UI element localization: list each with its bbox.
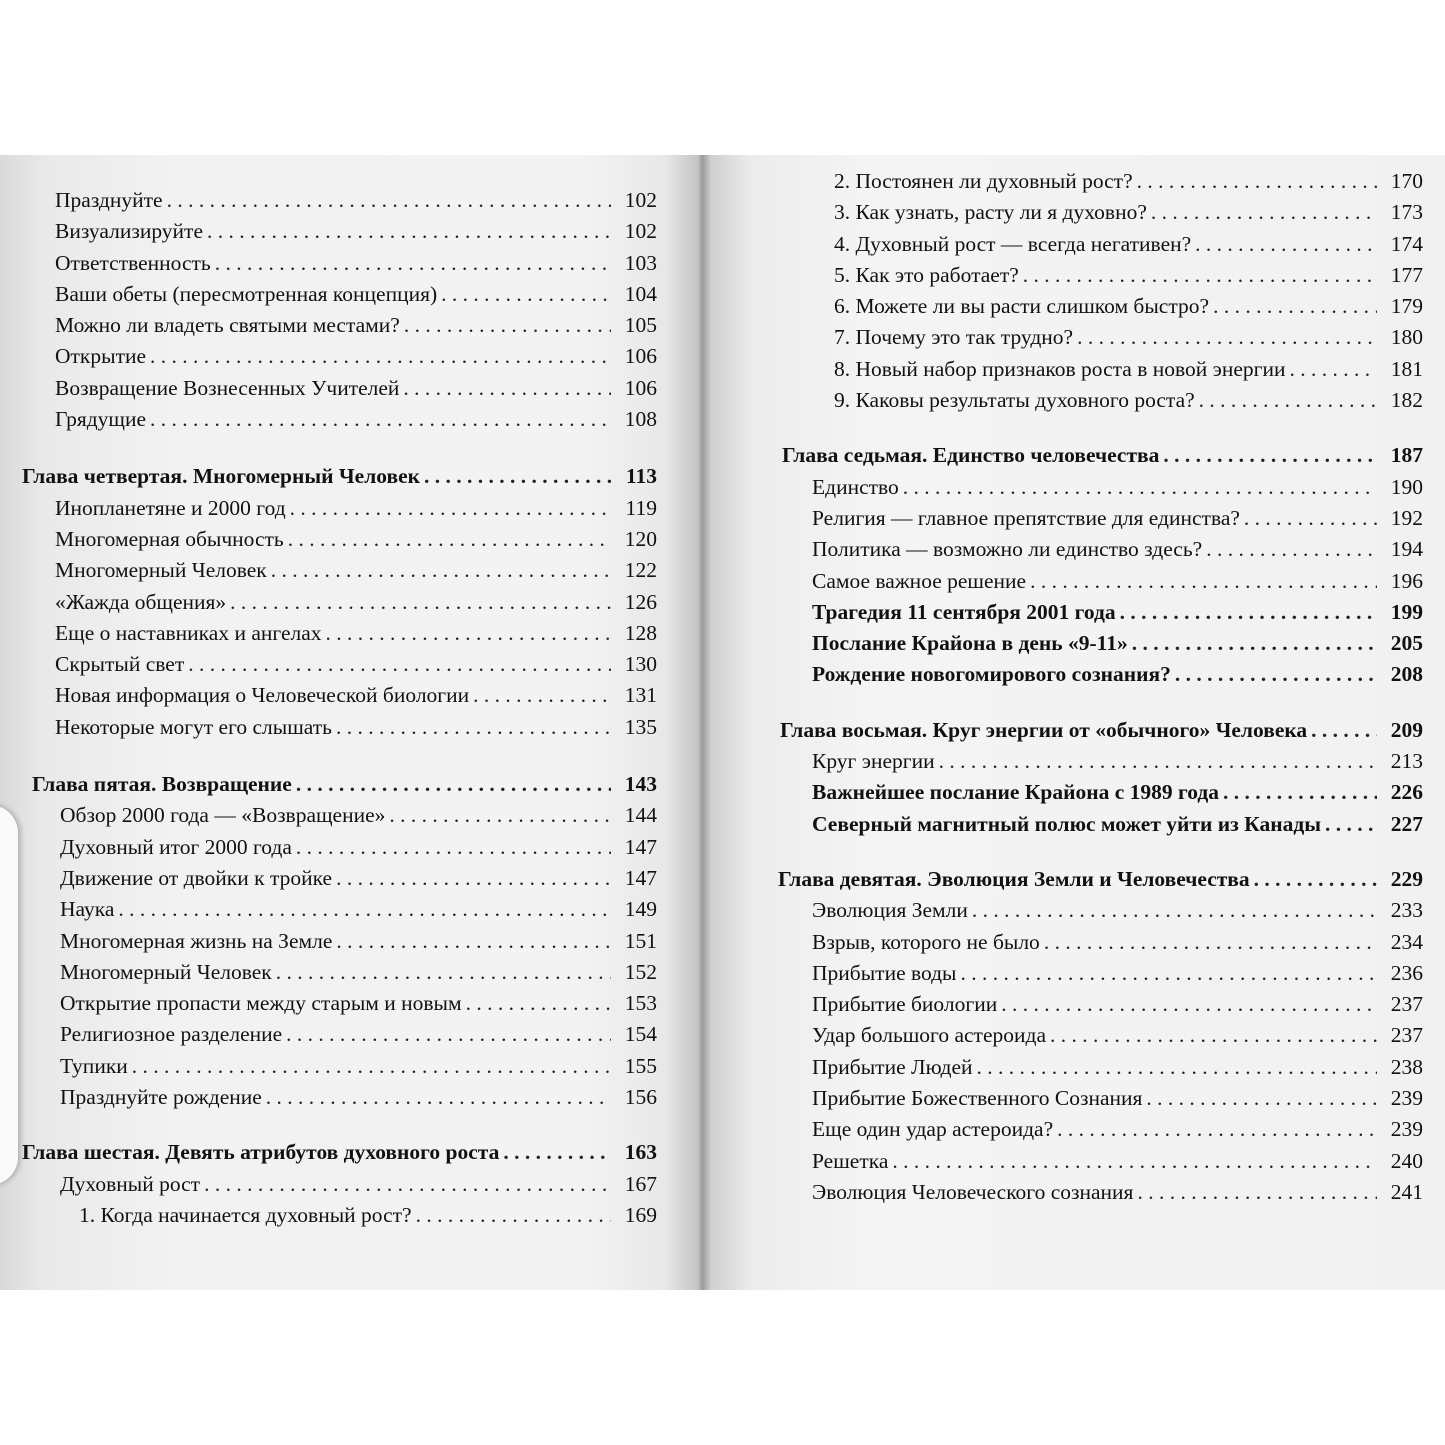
dot-leader [132, 1051, 611, 1082]
dot-leader [266, 1082, 611, 1113]
toc-entry-title: 7. Почему это так трудно? [834, 325, 1074, 350]
toc-group [778, 597, 1423, 691]
toc-entry-title: Глава восьмая. Круг энергии от «обычного» Человека [780, 717, 1308, 742]
dot-leader [1137, 166, 1377, 197]
dot-leader [1223, 777, 1377, 808]
toc-entry-title: 2. Постоянен ли духовный рост? [834, 169, 1133, 193]
toc-group [22, 185, 657, 435]
toc-page-number: 135 [624, 714, 657, 739]
dot-leader [1289, 354, 1377, 385]
dot-leader [892, 1146, 1377, 1177]
dot-leader [1199, 385, 1377, 416]
toc-page-number: 120 [624, 526, 657, 551]
dot-leader [271, 555, 611, 586]
toc-entry-title: 4. Духовный рост — всегда негативен? [834, 231, 1192, 256]
toc-entry [778, 958, 1423, 989]
dot-leader [1001, 989, 1377, 1020]
toc-entry [27, 1169, 657, 1200]
toc-page-number: 174 [1390, 231, 1423, 256]
toc-entry [778, 534, 1423, 565]
toc-entry [778, 260, 1423, 291]
toc-entry [782, 440, 1423, 471]
toc-entry [778, 1083, 1423, 1114]
dot-leader [404, 310, 611, 341]
toc-page-number: 167 [624, 1171, 657, 1196]
toc-entry-title: Трагедия 11 сентября 2001 года [812, 599, 1116, 624]
toc-entry [778, 927, 1423, 958]
toc-entry [778, 1114, 1423, 1145]
toc-page-number: 240 [1390, 1148, 1423, 1173]
dot-leader [416, 1200, 611, 1231]
toc-page-number: 143 [624, 772, 657, 797]
toc-entry-title: Инопланетяне и 2000 год [55, 495, 286, 520]
toc-page-number: 130 [624, 652, 657, 677]
dot-leader [150, 341, 611, 372]
dot-leader [204, 1169, 611, 1200]
toc-page-number: 151 [624, 928, 657, 953]
left-page [22, 155, 657, 1231]
dot-leader [167, 185, 611, 216]
dot-leader [1195, 229, 1377, 260]
toc-entry [778, 777, 1423, 808]
toc-entry-title: Глава девятая. Эволюция Земли и Человечества [778, 866, 1250, 891]
toc-entry-title: Удар большого астероида [812, 1023, 1046, 1048]
toc-entry [778, 354, 1423, 385]
toc-entry [22, 216, 657, 247]
book-spread [0, 155, 1445, 1290]
toc-entry [22, 404, 657, 435]
toc-entry [27, 863, 657, 894]
dot-leader [1175, 659, 1377, 690]
toc-entry [778, 628, 1423, 659]
toc-page-number: 126 [624, 589, 657, 614]
dot-leader [296, 769, 611, 800]
right-page [778, 155, 1423, 1208]
toc-page-number: 180 [1390, 325, 1423, 350]
toc-entry-title: 6. Можете ли вы расти слишком быстро? [834, 294, 1210, 319]
dot-leader [1023, 260, 1377, 291]
toc-entry [778, 809, 1423, 840]
toc-entry [778, 229, 1423, 260]
toc-entry [22, 680, 657, 711]
dot-leader [1325, 809, 1377, 840]
toc-page-number: 209 [1390, 717, 1423, 742]
toc-entry-title: Визуализируйте [55, 219, 203, 244]
toc-page-number: 227 [1390, 811, 1423, 836]
dot-leader [1163, 440, 1377, 471]
toc-entry [22, 373, 657, 404]
toc-entry [22, 185, 657, 216]
toc-entry-title: Духовный рост [60, 1171, 201, 1196]
toc-page-number: 194 [1390, 537, 1423, 562]
toc-entry [27, 988, 657, 1019]
toc-entry [778, 864, 1423, 895]
dot-leader [1254, 864, 1377, 895]
toc-page-number: 128 [624, 620, 657, 645]
toc-page-number: 108 [624, 407, 657, 432]
toc-entry [22, 248, 657, 279]
toc-page-number: 239 [1390, 1086, 1423, 1111]
toc-entry [27, 1019, 657, 1050]
dot-leader [336, 863, 611, 894]
dot-leader [118, 894, 611, 925]
toc-entry [778, 659, 1423, 690]
dot-leader [207, 216, 611, 247]
toc-entry [27, 1082, 657, 1113]
toc-entry-title: Самое важное решение [812, 568, 1027, 593]
toc-entry [778, 385, 1423, 416]
dot-leader [473, 680, 611, 711]
toc-page-number: 149 [624, 897, 657, 922]
toc-entry [22, 618, 657, 649]
toc-entry [27, 832, 657, 863]
toc-entry-title: Глава седьмая. Единство человечества [782, 443, 1160, 468]
toc-group [22, 1200, 657, 1231]
dot-leader [903, 472, 1377, 503]
toc-page-number: 144 [624, 803, 657, 828]
toc-entry-title: Прибытие Божественного Сознания [812, 1086, 1143, 1111]
toc-entry-title: 9. Каковы результаты духовного роста? [834, 388, 1195, 413]
toc-page-number: 147 [624, 865, 657, 890]
toc-entry-title: Ваши обеты (пересмотренная концепция) [55, 281, 438, 306]
toc-group [778, 166, 1423, 416]
toc-entry-title: Взрыв, которого не было [812, 929, 1040, 954]
toc-entry-title: Еще о наставниках и ангелах [55, 620, 322, 645]
dot-leader [424, 461, 611, 492]
toc-entry-title: Еще один удар астероида? [812, 1117, 1054, 1142]
toc-entry-title: Единство [812, 474, 899, 499]
toc-entry [778, 1020, 1423, 1051]
toc-group [22, 493, 657, 743]
dot-leader [188, 649, 611, 680]
dot-leader [1206, 534, 1377, 565]
toc-page-number: 241 [1390, 1179, 1423, 1204]
dot-leader [939, 746, 1377, 777]
toc-entry-title: Круг энергии [812, 749, 935, 774]
toc-chapter [22, 461, 657, 492]
toc-entry-title: Прибытие воды [812, 960, 957, 985]
toc-entry [778, 322, 1423, 353]
toc-entry-title: 5. Как это работает? [834, 262, 1019, 287]
dot-leader [441, 279, 611, 310]
toc-entry-title: Прибытие Людей [812, 1054, 973, 1079]
toc-entry-title: Рождение новогомирового сознания? [812, 662, 1171, 687]
toc-entry [780, 715, 1423, 746]
toc-page-number: 237 [1390, 1023, 1423, 1048]
toc-page-number: 131 [624, 683, 657, 708]
toc-entry [778, 597, 1423, 628]
toc-group [778, 472, 1423, 597]
toc-entry-title: Духовный итог 2000 года [60, 834, 292, 859]
toc-entry-title: Грядущие [55, 407, 147, 432]
toc-entry-title: 3. Как узнать, расту ли я духовно? [834, 200, 1147, 225]
toc-page-number: 170 [1390, 169, 1423, 193]
dot-leader [288, 524, 611, 555]
toc-page-number: 102 [624, 219, 657, 244]
toc-entry-title: Обзор 2000 года — «Возвращение» [60, 803, 386, 828]
toc-entry [27, 926, 657, 957]
toc-entry-title: Возвращение Вознесенных Учителей [55, 375, 400, 400]
dot-leader [1120, 597, 1377, 628]
toc-entry [778, 989, 1423, 1020]
toc-entry [778, 895, 1423, 926]
toc-chapter [22, 769, 657, 800]
dot-leader [1132, 628, 1377, 659]
toc-entry [778, 746, 1423, 777]
dot-leader [1151, 197, 1377, 228]
toc-page-number: 239 [1390, 1117, 1423, 1142]
toc-entry [32, 769, 657, 800]
toc-chapter [778, 440, 1423, 471]
toc-entry [22, 493, 657, 524]
toc-page-number: 163 [624, 1140, 657, 1165]
toc-entry [22, 310, 657, 341]
dot-leader [230, 587, 611, 618]
toc-entry [22, 341, 657, 372]
toc-entry-title: Эволюция Человеческого сознания [812, 1179, 1134, 1204]
dot-leader [1146, 1083, 1377, 1114]
toc-entry [778, 566, 1423, 597]
toc-entry-title: Политика — возможно ли единство здесь? [812, 537, 1203, 562]
toc-entry [778, 1052, 1423, 1083]
dot-leader [336, 712, 611, 743]
toc-entry-title: Прибытие биологии [812, 992, 998, 1017]
toc-entry [22, 555, 657, 586]
toc-page-number: 106 [624, 344, 657, 369]
toc-entry-title: Тупики [60, 1053, 128, 1078]
toc-entry [778, 197, 1423, 228]
dot-leader [1044, 927, 1377, 958]
toc-page-number: 205 [1390, 631, 1423, 656]
dot-leader [336, 926, 611, 957]
toc-entry [778, 1146, 1423, 1177]
dot-leader [977, 1052, 1377, 1083]
toc-entry [22, 587, 657, 618]
toc-chapter [778, 864, 1423, 895]
page-edge-tab [0, 805, 18, 1185]
toc-group [22, 1169, 657, 1200]
toc-page-number: 181 [1390, 356, 1423, 381]
toc-page-number: 199 [1390, 599, 1423, 624]
toc-page-number: 177 [1390, 262, 1423, 287]
toc-page-number: 192 [1390, 505, 1423, 530]
toc-entry-title: Многомерная обычность [55, 526, 284, 551]
toc-group [778, 895, 1423, 1208]
toc-entry-title: Некоторые могут его слышать [55, 714, 332, 739]
toc-entry [22, 712, 657, 743]
toc-page-number: 102 [624, 188, 657, 212]
toc-chapter [22, 1137, 657, 1168]
toc-entry-title: Движение от двойки к тройке [60, 865, 333, 890]
toc-entry-title: Можно ли владеть святыми местами? [55, 313, 400, 338]
toc-page-number: 182 [1390, 388, 1423, 413]
dot-leader [286, 1019, 611, 1050]
toc-page-number: 196 [1390, 568, 1423, 593]
toc-page-number: 236 [1390, 960, 1423, 985]
toc-page-number: 103 [624, 250, 657, 275]
toc-entry-title: Наука [60, 897, 115, 922]
toc-entry-title: Многомерный Человек [55, 558, 267, 583]
toc-entry [27, 894, 657, 925]
dot-leader [466, 988, 611, 1019]
dot-leader [326, 618, 611, 649]
toc-page-number: 154 [624, 1022, 657, 1047]
toc-page-number: 122 [624, 558, 657, 583]
dot-leader [1077, 322, 1377, 353]
toc-page-number: 229 [1390, 866, 1423, 891]
toc-chapter [778, 715, 1423, 746]
dot-leader [215, 248, 611, 279]
toc-entry [22, 461, 657, 492]
toc-entry-title: Ответственность [55, 250, 211, 275]
toc-page-number: 208 [1390, 662, 1423, 687]
dot-leader [972, 895, 1377, 926]
dot-leader [961, 958, 1377, 989]
toc-entry-title: Решетка [812, 1148, 889, 1173]
toc-entry [27, 1051, 657, 1082]
toc-page-number: 173 [1390, 200, 1423, 225]
toc-page-number: 105 [624, 313, 657, 338]
toc-entry-title: Важнейшее послание Крайона с 1989 года [812, 780, 1220, 805]
dot-leader [296, 832, 611, 863]
toc-entry-title: Глава шестая. Девять атрибутов духовного роста [22, 1140, 500, 1165]
toc-page-number: 237 [1390, 992, 1423, 1017]
toc-entry [778, 503, 1423, 534]
dot-leader [150, 404, 611, 435]
toc-page-number: 113 [625, 464, 657, 489]
toc-page-number: 104 [624, 281, 657, 306]
toc-entry-title: Послание Крайона в день «9-11» [812, 631, 1128, 656]
dot-leader [276, 957, 611, 988]
toc-page-number: 213 [1390, 749, 1423, 774]
toc-entry-title: Религиозное разделение [60, 1022, 283, 1047]
toc-entry [27, 800, 657, 831]
toc-entry-title: Многомерный Человек [60, 959, 272, 984]
toc-page-number: 106 [624, 375, 657, 400]
toc-entry-title: 8. Новый набор признаков роста в новой энергии [834, 356, 1286, 381]
dot-leader [1030, 566, 1377, 597]
toc-page-number: 155 [624, 1053, 657, 1078]
toc-page-number: 190 [1390, 474, 1423, 499]
toc-entry-title: Северный магнитный полюс может уйти из Канады [812, 811, 1322, 836]
dot-leader [290, 493, 611, 524]
toc-entry-title: Многомерная жизнь на Земле [60, 928, 333, 953]
dot-leader [1311, 715, 1377, 746]
toc-page-number: 119 [625, 495, 657, 520]
dot-leader [1213, 291, 1377, 322]
toc-group [22, 800, 657, 1113]
toc-entry-title: Празднуйте рождение [60, 1085, 262, 1110]
toc-entry [778, 1177, 1423, 1208]
toc-page-number: 179 [1390, 294, 1423, 319]
toc-entry [22, 1137, 657, 1168]
toc-entry-title: Скрытый свет [55, 652, 185, 677]
toc-entry [778, 166, 1423, 197]
toc-entry-title: Религия — главное препятствие для единства? [812, 505, 1240, 530]
dot-leader [1137, 1177, 1377, 1208]
dot-leader [1050, 1020, 1377, 1051]
toc-entry-title: Глава четвертая. Многомерный Человек [22, 464, 421, 489]
toc-entry-title: 1. Когда начинается духовный рост? [79, 1202, 412, 1227]
dot-leader [403, 373, 611, 404]
toc-entry-title: Открытие пропасти между старым и новым [60, 991, 462, 1016]
dot-leader [389, 800, 611, 831]
toc-entry [778, 472, 1423, 503]
toc-entry-title: Глава пятая. Возвращение [32, 772, 292, 797]
toc-entry [27, 957, 657, 988]
toc-page-number: 238 [1390, 1054, 1423, 1079]
toc-page-number: 153 [624, 991, 657, 1016]
toc-entry [27, 1200, 657, 1231]
toc-entry-title: Новая информация о Человеческой биологии [55, 683, 470, 708]
toc-page-number: 226 [1390, 780, 1423, 805]
toc-group [778, 777, 1423, 840]
toc-entry [22, 279, 657, 310]
toc-entry-title: Празднуйте [55, 188, 163, 212]
dot-leader [503, 1137, 611, 1168]
toc-entry-title: Открытие [55, 344, 147, 369]
toc-entry-title: «Жажда общения» [55, 589, 227, 614]
toc-page-number: 187 [1390, 443, 1423, 468]
toc-entry-title: Эволюция Земли [812, 898, 968, 923]
toc-entry [22, 649, 657, 680]
dot-leader [1244, 503, 1377, 534]
toc-page-number: 156 [624, 1085, 657, 1110]
toc-page-number: 169 [624, 1202, 657, 1227]
dot-leader [1057, 1114, 1377, 1145]
toc-page-number: 233 [1390, 898, 1423, 923]
toc-page-number: 147 [624, 834, 657, 859]
toc-page-number: 152 [624, 959, 657, 984]
toc-entry [778, 291, 1423, 322]
toc-page-number: 234 [1390, 929, 1423, 954]
toc-entry [22, 524, 657, 555]
toc-group [778, 746, 1423, 777]
